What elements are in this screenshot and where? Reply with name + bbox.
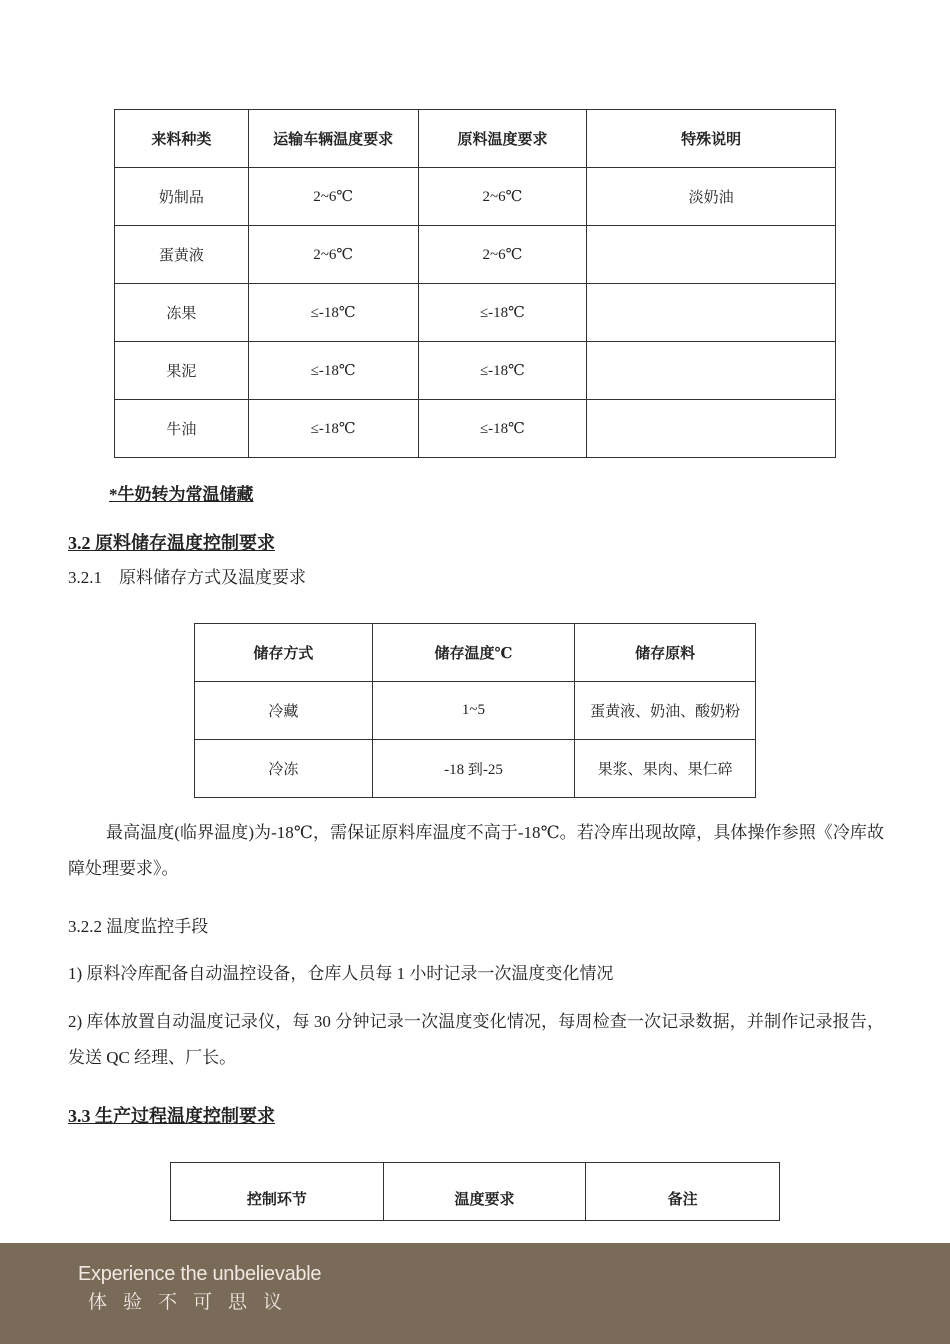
table-row bbox=[115, 342, 836, 400]
table-cell: 淡奶油 bbox=[587, 168, 836, 226]
critical-temperature-paragraph: 最高温度(临界温度)为-18℃，需保证原料库温度不高于-18℃。若冷库出现故障，具体操作参照《冷库故障处理要求》。 bbox=[68, 823, 884, 878]
footer-slogan-chinese: 体验不可思议 bbox=[88, 1291, 299, 1313]
table-cell bbox=[587, 400, 836, 458]
table-cell bbox=[587, 284, 836, 342]
table-cell: ≤-18℃ bbox=[418, 400, 587, 458]
table-cell bbox=[587, 342, 836, 400]
header-special-notes: 特殊说明 bbox=[587, 110, 836, 168]
subsection-3-2-1-title: 3.2.1 原料储存方式及温度要求 bbox=[68, 568, 306, 587]
table-cell: 2~6℃ bbox=[418, 226, 587, 284]
header-remarks: 备注 bbox=[586, 1163, 780, 1221]
incoming-material-temperature-table bbox=[114, 109, 836, 458]
header-temp-requirement: 温度要求 bbox=[383, 1163, 586, 1221]
table-cell: 牛油 bbox=[115, 400, 249, 458]
table-cell: ≤-18℃ bbox=[248, 284, 418, 342]
header-vehicle-temp: 运输车辆温度要求 bbox=[248, 110, 418, 168]
table-cell: 果泥 bbox=[115, 342, 249, 400]
table-cell: 果浆、果肉、果仁碎 bbox=[575, 740, 756, 798]
table-header-row bbox=[195, 624, 756, 682]
table-cell: 冷藏 bbox=[195, 682, 373, 740]
header-storage-method: 储存方式 bbox=[195, 624, 373, 682]
table-header-row bbox=[171, 1163, 780, 1221]
table-row bbox=[195, 682, 756, 740]
table-cell: 奶制品 bbox=[115, 168, 249, 226]
section-3-2-title-text: 3.2 原料储存温度控制要求 bbox=[68, 533, 275, 553]
table-cell: 冻果 bbox=[115, 284, 249, 342]
table-row bbox=[115, 226, 836, 284]
table-cell: -18 到-25 bbox=[372, 740, 575, 798]
table-cell: 蛋黄液 bbox=[115, 226, 249, 284]
table-cell bbox=[587, 226, 836, 284]
footer-slogan-english: Experience the unbelievable bbox=[78, 1263, 322, 1285]
table-header-row bbox=[115, 110, 836, 168]
table-cell: 2~6℃ bbox=[248, 226, 418, 284]
production-temperature-table bbox=[170, 1162, 780, 1221]
table-cell: ≤-18℃ bbox=[418, 284, 587, 342]
storage-note: *牛奶转为常温储藏 bbox=[109, 485, 254, 504]
table-cell: 2~6℃ bbox=[248, 168, 418, 226]
table-cell: ≤-18℃ bbox=[418, 342, 587, 400]
header-storage-temp: 储存温度℃ bbox=[372, 624, 575, 682]
table-cell: ≤-18℃ bbox=[248, 342, 418, 400]
monitoring-item-2: 2) 库体放置自动温度记录仪，每 30 分钟记录一次温度变化情况，每周检查一次记录数据，并制作记录报告，发送 QC 经理、厂长。 bbox=[68, 1012, 884, 1067]
storage-method-table bbox=[194, 623, 756, 798]
subsection-3-2-2-title: 3.2.2 温度监控手段 bbox=[68, 917, 209, 936]
table-cell: 蛋黄液、奶油、酸奶粉 bbox=[575, 682, 756, 740]
table-cell: ≤-18℃ bbox=[248, 400, 418, 458]
table-row bbox=[115, 400, 836, 458]
table-cell: 1~5 bbox=[372, 682, 575, 740]
table-cell: 冷冻 bbox=[195, 740, 373, 798]
header-control-step: 控制环节 bbox=[171, 1163, 384, 1221]
section-3-2-title bbox=[68, 525, 275, 561]
header-storage-materials: 储存原料 bbox=[575, 624, 756, 682]
table-row bbox=[115, 168, 836, 226]
header-material-type: 来料种类 bbox=[115, 110, 249, 168]
header-material-temp: 原料温度要求 bbox=[418, 110, 587, 168]
table-row bbox=[115, 284, 836, 342]
monitoring-item-1: 1) 原料冷库配备自动温控设备，仓库人员每 1 小时记录一次温度变化情况 bbox=[68, 964, 614, 983]
page-footer-banner bbox=[0, 1243, 950, 1344]
section-3-3-title: 3.3 生产过程温度控制要求 bbox=[68, 1106, 275, 1126]
table-cell: 2~6℃ bbox=[418, 168, 587, 226]
table-row bbox=[195, 740, 756, 798]
